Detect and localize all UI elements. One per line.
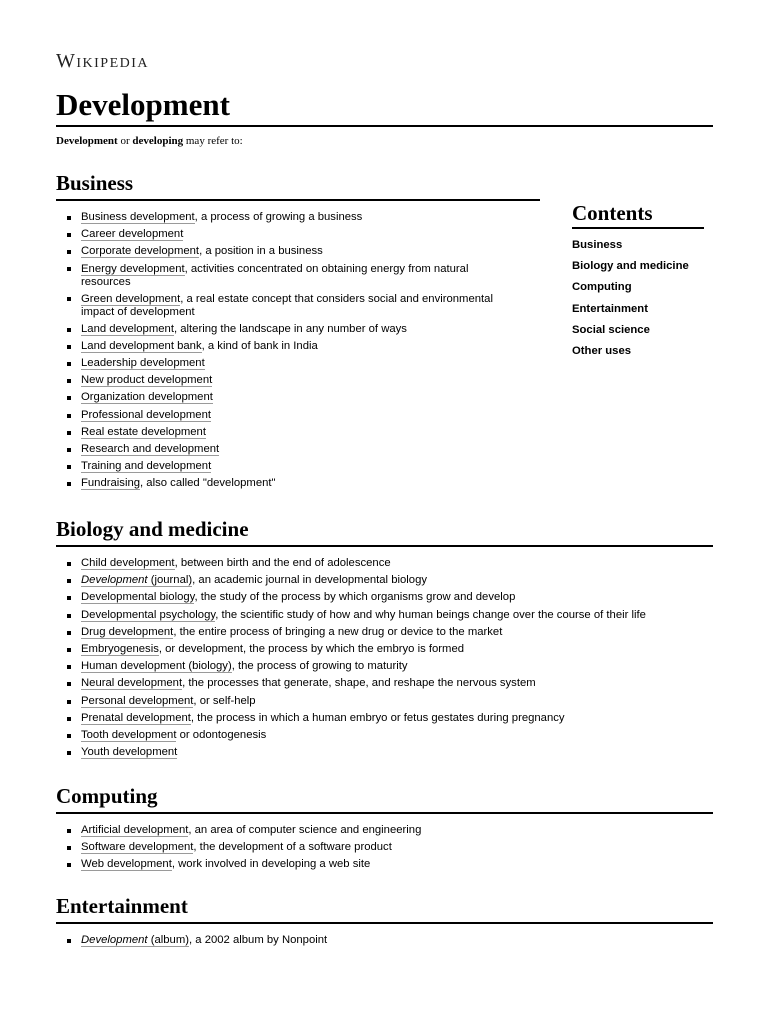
- list-item: [81, 458, 521, 475]
- section-heading-biology-and-medicine: Biology and medicine: [56, 516, 713, 547]
- article-link[interactable]: Developmental biology: [81, 591, 195, 604]
- list-item: [81, 424, 521, 441]
- item-description: , a real estate concept that considers social and environmental impact of development: [81, 292, 493, 318]
- list-item: [81, 209, 521, 226]
- article-link[interactable]: Research and development: [81, 443, 220, 456]
- list-item: [81, 372, 521, 389]
- article-link[interactable]: Fundraising: [81, 477, 141, 490]
- article-link[interactable]: Youth development: [81, 746, 178, 759]
- section-heading-entertainment: Entertainment: [56, 893, 713, 924]
- item-description: , the process of growing to maturity: [231, 660, 408, 673]
- list-item: [81, 261, 521, 291]
- item-description: , a kind of bank in India: [201, 339, 318, 352]
- article-link[interactable]: Land development bank: [81, 339, 202, 352]
- article-link[interactable]: Career development: [81, 228, 184, 241]
- item-description: , a process of growing a business: [194, 211, 363, 223]
- list-item: [81, 226, 521, 243]
- computing-list: [81, 822, 721, 874]
- toc-item[interactable]: Business: [572, 239, 623, 251]
- intro-term-development: Development: [56, 135, 118, 147]
- list-item: [81, 407, 521, 424]
- article-link[interactable]: Personal development: [81, 694, 194, 707]
- article-link[interactable]: Child development: [81, 557, 175, 569]
- article-link-qualifier[interactable]: (journal): [147, 574, 193, 587]
- list-item: [81, 624, 721, 641]
- list-item: [81, 291, 521, 321]
- list-item: [81, 572, 721, 589]
- list-item: [81, 710, 721, 727]
- article-link[interactable]: Developmental psychology: [81, 608, 216, 621]
- article-link-qualifier[interactable]: (album): [147, 934, 189, 946]
- list-item: [81, 693, 721, 710]
- item-description: , the development of a software product: [193, 841, 392, 854]
- article-link[interactable]: Prenatal development: [81, 711, 191, 724]
- list-item: [81, 675, 721, 692]
- list-item: [81, 932, 721, 949]
- article-link[interactable]: Drug development: [81, 625, 174, 638]
- item-description: , an area of computer science and engineering: [188, 824, 422, 836]
- list-item: [81, 243, 521, 260]
- list-item: [81, 321, 521, 338]
- item-description: , or development, the process by which the embryo is formed: [158, 643, 465, 656]
- list-item: [81, 856, 721, 873]
- page-title: Development: [56, 86, 713, 127]
- intro-term-developing: developing: [132, 135, 184, 147]
- item-description: , a position in a business: [199, 245, 323, 258]
- item-description: , also called "development": [140, 477, 276, 490]
- item-description: , a 2002 album by Nonpoint: [189, 934, 328, 946]
- article-link[interactable]: Artificial development: [81, 824, 189, 836]
- article-link[interactable]: Tooth development: [81, 729, 177, 742]
- article-link[interactable]: New product development: [81, 374, 213, 387]
- item-description: , the scientific study of how and why human beings change over the course of their life: [215, 608, 646, 621]
- list-item: [81, 389, 521, 406]
- item-description: or odontogenesis: [176, 729, 267, 742]
- article-link[interactable]: Web development: [81, 858, 172, 871]
- list-item: [81, 822, 721, 839]
- article-link[interactable]: [81, 574, 192, 587]
- item-description: , between birth and the end of adolescence: [174, 557, 391, 569]
- article-link[interactable]: Organization development: [81, 391, 213, 404]
- section-heading-computing: Computing: [56, 783, 713, 814]
- item-description: , or self-help: [193, 694, 256, 707]
- article-link[interactable]: Real estate development: [81, 425, 206, 438]
- article-link[interactable]: Professional development: [81, 408, 211, 421]
- article-link[interactable]: Neural development: [81, 677, 183, 690]
- article-link[interactable]: Green development: [81, 292, 181, 305]
- list-item: [81, 589, 721, 606]
- article-link[interactable]: Human development (biology): [81, 660, 232, 673]
- article-link[interactable]: Energy development: [81, 262, 185, 275]
- list-item: [81, 355, 521, 372]
- toc-list: [572, 235, 704, 362]
- item-description: , altering the landscape in any number of ways: [173, 322, 407, 335]
- item-description: , work involved in developing a web site: [171, 858, 371, 871]
- item-description: , the entire process of bringing a new drug or device to the market: [173, 625, 503, 638]
- article-link[interactable]: Training and development: [81, 460, 212, 473]
- biology-list: [81, 555, 721, 761]
- article-link-italic-title[interactable]: Development: [81, 934, 148, 946]
- article-link[interactable]: Land development: [81, 322, 174, 335]
- article-link-italic-title[interactable]: Development: [81, 574, 148, 587]
- list-item: [81, 441, 521, 458]
- intro-text: [56, 135, 243, 147]
- toc-item[interactable]: Biology and medicine: [572, 260, 689, 273]
- list-item: [81, 839, 721, 856]
- item-description: , the processes that generate, shape, and reshape the nervous system: [182, 677, 536, 690]
- list-item: [81, 658, 721, 675]
- item-description: , an academic journal in developmental biology: [192, 574, 428, 587]
- article-link[interactable]: [81, 934, 189, 947]
- business-list: [81, 209, 521, 493]
- list-item: [81, 338, 521, 355]
- intro-or: or: [120, 135, 130, 147]
- article-link[interactable]: Leadership development: [81, 357, 205, 370]
- item-description: , the study of the process by which organisms grow and develop: [194, 591, 516, 604]
- toc-item[interactable]: Social science: [572, 323, 650, 336]
- toc-heading: Contents: [572, 200, 704, 229]
- list-item: [81, 607, 721, 624]
- intro-rest: may refer to:: [185, 135, 243, 147]
- list-item: [81, 727, 721, 744]
- article-link[interactable]: Business development: [81, 211, 195, 223]
- list-item: [81, 744, 721, 761]
- toc-item[interactable]: Computing: [572, 281, 632, 294]
- article-link[interactable]: Corporate development: [81, 245, 200, 258]
- list-item: [81, 475, 521, 492]
- wikipedia-wordmark[interactable]: Wikipedia: [56, 50, 150, 72]
- list-item: [81, 555, 721, 572]
- toc-item[interactable]: Entertainment: [572, 302, 648, 315]
- section-heading-business: Business: [56, 170, 540, 201]
- article-link[interactable]: Software development: [81, 841, 194, 854]
- table-of-contents: [572, 200, 704, 362]
- article-link[interactable]: Embryogenesis: [81, 643, 159, 656]
- entertainment-list: [81, 932, 721, 949]
- toc-item[interactable]: Other uses: [572, 345, 632, 358]
- item-description: , activities concentrated on obtaining energy from natural resources: [81, 262, 469, 288]
- list-item: [81, 641, 721, 658]
- item-description: , the process in which a human embryo or fetus gestates during pregnancy: [190, 711, 565, 724]
